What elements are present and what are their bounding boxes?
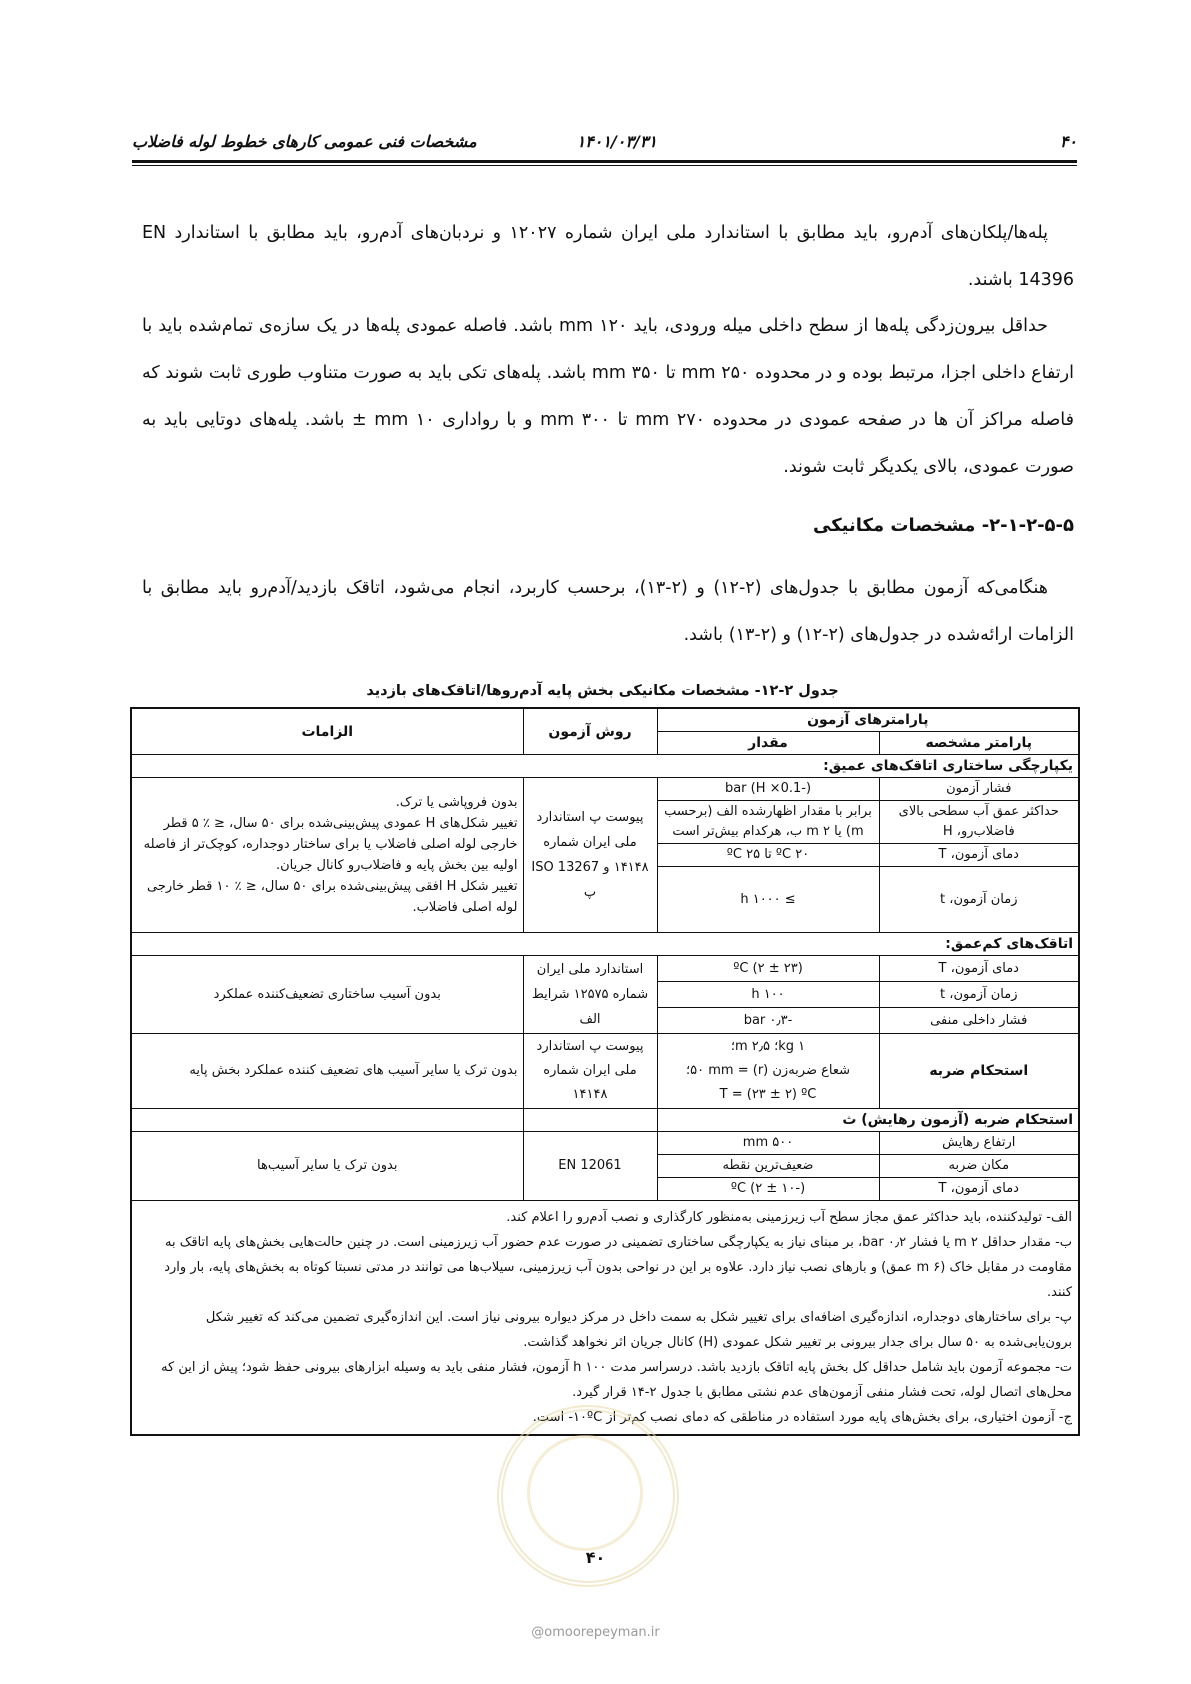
paragraph-steps xyxy=(142,210,1074,304)
param-cell: فشار آزمون xyxy=(879,778,1079,801)
header-date: ۱۴۰۱/۰۳/۳۱ xyxy=(576,132,657,151)
param-cell: حداکثر عمق آب سطحی بالای فاضلاب‌رو، H xyxy=(879,801,1079,844)
paragraph-text: حداقل بیرون‌زدگی پله‌ها از سطح داخلی میله ورودی، باید ۱۲۰ mm باشد. فاصله عمودی پله‌ها در یک سازه‌ی تمام‌شده باید با ارتفاع داخلی اجزا، مرتبط بوده و در محدوده ۲۵۰ mm تا ۳۵۰ mm باشد. پله‌های تکی باید به صورت متناوب طوری ثابت شوند که فاصله مراکز آن ها در صفحه عمودی در محدوده ۲۷۰ mm تا ۳۰۰ mm و با رواداری ۱۰ mm ± باشد. پله‌های دوتایی باید به صورت عمودی، بالای یکدیگر ثابت شوند. xyxy=(142,316,1074,477)
requirements-cell: بدون ترک یا سایر آسیب‌ها xyxy=(131,1132,523,1201)
header-rule-thin xyxy=(132,165,1077,166)
param-cell: استحکام ضربه xyxy=(879,1034,1079,1109)
requirements-cell: بدون آسیب ساختاری تضعیف‌کننده عملکرد xyxy=(131,956,523,1034)
value-line: ۱ kg؛ ۲٫۵ m؛ xyxy=(730,1039,806,1054)
param-cell: ارتفاع رهایش xyxy=(879,1132,1079,1155)
paragraph-projection xyxy=(142,303,1074,491)
header-value: مقدار xyxy=(657,732,879,755)
section-title: اتاقک‌های کم‌عمق: xyxy=(131,933,1079,956)
value-cell: (-۱۰ ± ۲) ºC xyxy=(657,1178,879,1201)
paragraph-text: هنگامی‌که آزمون مطابق با جدول‌های (۲-۱۲) و (۲-۱۳)، برحسب کاربرد، انجام می‌شود، اتاقک بازدید/آدم‌رو باید مطابق با الزامات ارائه‌شده در جدول‌های (۲-۱۲) و (۲-۱۳) باشد. xyxy=(142,578,1074,645)
table-row-impact xyxy=(131,1034,1079,1109)
section-row-shallow xyxy=(131,933,1079,956)
paragraph-mechanical xyxy=(142,565,1074,659)
footer-site: @omoorepeyman.ir xyxy=(531,1625,660,1640)
value-cell: ۵۰۰ mm xyxy=(657,1132,879,1155)
paragraph-text: پله‌ها/پلکان‌های آدم‌رو، باید مطابق با استاندارد ملی ایران شماره ۱۲۰۲۷ و نردبان‌های آدم‌رو، باید مطابق با استاندارد EN 14396 باشند. xyxy=(142,223,1074,290)
section-title: یکپارچگی ساختاری اتاقک‌های عمیق: xyxy=(131,755,1079,778)
param-cell: دمای آزمون، T xyxy=(879,956,1079,982)
method-cell: EN 12061 xyxy=(523,1132,657,1201)
value-cell: -۰٫۳ bar xyxy=(657,1008,879,1034)
table-note: ت- مجموعه آزمون باید شامل حداقل کل بخش پایه اتاقک بازدید باشد. درسراسر مدت ۱۰۰ h آزمون، فشار منفی باید به وسیله ابزارهای بیرونی حفظ شود؛ پیش از این که محل‌های اتصال لوله، تحت فشار منفی آزمون‌های عدم نشتی مطابق با جدول ۲-۱۴ قرار گیرد. xyxy=(161,1360,1073,1400)
section-heading: ۲-۱-۲-۵-۵- مشخصات مکانیکی xyxy=(812,515,1074,536)
param-cell: فشار داخلی منفی xyxy=(879,1008,1079,1034)
value-cell: (-0.1× H) bar xyxy=(657,778,879,801)
param-cell: مکان ضربه xyxy=(879,1155,1079,1178)
page-header xyxy=(132,118,1077,154)
requirement-line: تغییر شکل‌های H عمودی پیش‌بینی‌شده برای ۵۰ سال، ≤ ٪ ۵ قطر خارجی لوله اصلی فاضلاب یا برای ساختار دوجداره، کوچک‌تر از فاصله اولیه بین بخش پایه و فاضلاب‌رو کانال جریان. xyxy=(143,816,518,873)
header-param: پارامتر مشخصه xyxy=(879,732,1079,755)
footer-page-number: ۴۰ xyxy=(585,1548,606,1567)
value-cell: ۲۰ ºC تا ۲۵ ºC xyxy=(657,844,879,867)
value-cell: ≥ ۱۰۰۰ h xyxy=(657,867,879,933)
header-test-params: پارامترهای آزمون xyxy=(657,708,1079,732)
section-row-deep xyxy=(131,755,1079,778)
table-notes xyxy=(131,1201,1079,1436)
requirements-cell xyxy=(131,778,523,933)
section-row-drop xyxy=(131,1109,1079,1132)
value-cell: برابر با مقدار اظهارشده الف (برحسب m) یا ۲ m ب، هرکدام بیش‌تر است xyxy=(657,801,879,844)
value-cell: (۲۳ ± ۲) ºC xyxy=(657,956,879,982)
value-line: T = (۲۳ ± ۲) ºC xyxy=(719,1087,817,1102)
method-cell: پیوست پ استاندارد ملی ایران شماره ۱۴۱۴۸ xyxy=(523,1034,657,1109)
requirement-line: تغییر شکل H افقی پیش‌بینی‌شده برای ۵۰ سال، ≤ ٪ ۱۰ قطر خارجی لوله اصلی فاضلاب. xyxy=(147,879,518,915)
header-method: روش آزمون xyxy=(523,708,657,755)
table-caption: جدول ۲-۱۲- مشخصات مکانیکی بخش پایه آدم‌روها/اتاقک‌های بازدید xyxy=(366,683,839,699)
empty-cell xyxy=(131,1109,523,1132)
value-cell: ۱۰۰ h xyxy=(657,982,879,1008)
table-note: ب- مقدار حداقل ۲ m یا فشار ۰٫۲ bar، بر مبنای نیاز به یکپارچگی ساختاری تضمینی در صورت عدم حضور آب زیرزمینی است. در چنین حالت‌هایی بخش‌های پایه اتاقک به مقاومت در مقابل خاک (۶ m عمق) و بارهای نصب نیاز دارد. علاوه بر این در نواحی بدون آب زیرزمینی، سیلاب‌ها می توانند در مدتی نسبتا کوتاه به بخش‌های پایه، بار وارد کنند. xyxy=(164,1235,1073,1300)
mechanical-spec-table xyxy=(130,707,1080,1436)
value-line: شعاع ضربه‌زن (r) = ۵۰ mm؛ xyxy=(686,1063,851,1078)
value-cell xyxy=(657,1034,879,1109)
header-requirements: الزامات xyxy=(131,708,523,755)
param-cell: دمای آزمون، T xyxy=(879,844,1079,867)
table-row xyxy=(131,1132,1079,1155)
header-rule xyxy=(132,160,1077,163)
table-notes-row xyxy=(131,1201,1079,1436)
param-cell: دمای آزمون، T xyxy=(879,1178,1079,1201)
watermark-seal-inner xyxy=(527,1435,643,1551)
empty-cell xyxy=(523,1109,657,1132)
header-page-number: ۴۰ xyxy=(1059,132,1077,151)
header-title: مشخصات فنی عمومی کارهای خطوط لوله فاضلاب xyxy=(132,132,477,151)
section-title: استحکام ضربه (آزمون رهایش) ث xyxy=(657,1109,1079,1132)
value-cell: ضعیف‌ترین نقطه xyxy=(657,1155,879,1178)
table-row xyxy=(131,956,1079,982)
method-cell: پیوست پ استاندارد ملی ایران شماره ۱۴۱۴۸ و ISO 13267 پ xyxy=(523,778,657,933)
table-header-row xyxy=(131,708,1079,732)
requirements-cell: بدون ترک یا سایر آسیب های تضعیف کننده عملکرد بخش پایه xyxy=(131,1034,523,1109)
param-cell: زمان آزمون، t xyxy=(879,867,1079,933)
table-note: پ- برای ساختارهای دوجداره، اندازه‌گیری اضافه‌ای برای تغییر شکل به سمت داخل در مرکز دیواره بیرونی نیاز است. این اندازه‌گیری تضمین می‌کند که تغییر شکل برون‌یابی‌شده به ۵۰ سال برای جدار بیرونی بر تغییر شکل عمودی (H) کانال جریان اثر نخواهد گذاشت. xyxy=(205,1310,1073,1350)
table-note: ج- آزمون اختیاری، برای بخش‌های پایه مورد استفاده در مناطقی که دمای نصب کم‌تر از ۱۰ºC- است. xyxy=(532,1410,1073,1425)
param-cell: زمان آزمون، t xyxy=(879,982,1079,1008)
table-row xyxy=(131,778,1079,801)
requirement-line: بدون فروپاشی یا ترک. xyxy=(395,795,518,810)
method-cell: استاندارد ملی ایران شماره ۱۲۵۷۵ شرایط الف xyxy=(523,956,657,1034)
table-note: الف- تولیدکننده، باید حداکثر عمق مجاز سطح آب زیرزمینی به‌منظور کارگذاری و نصب آدم‌رو را اعلام کند. xyxy=(506,1210,1073,1225)
